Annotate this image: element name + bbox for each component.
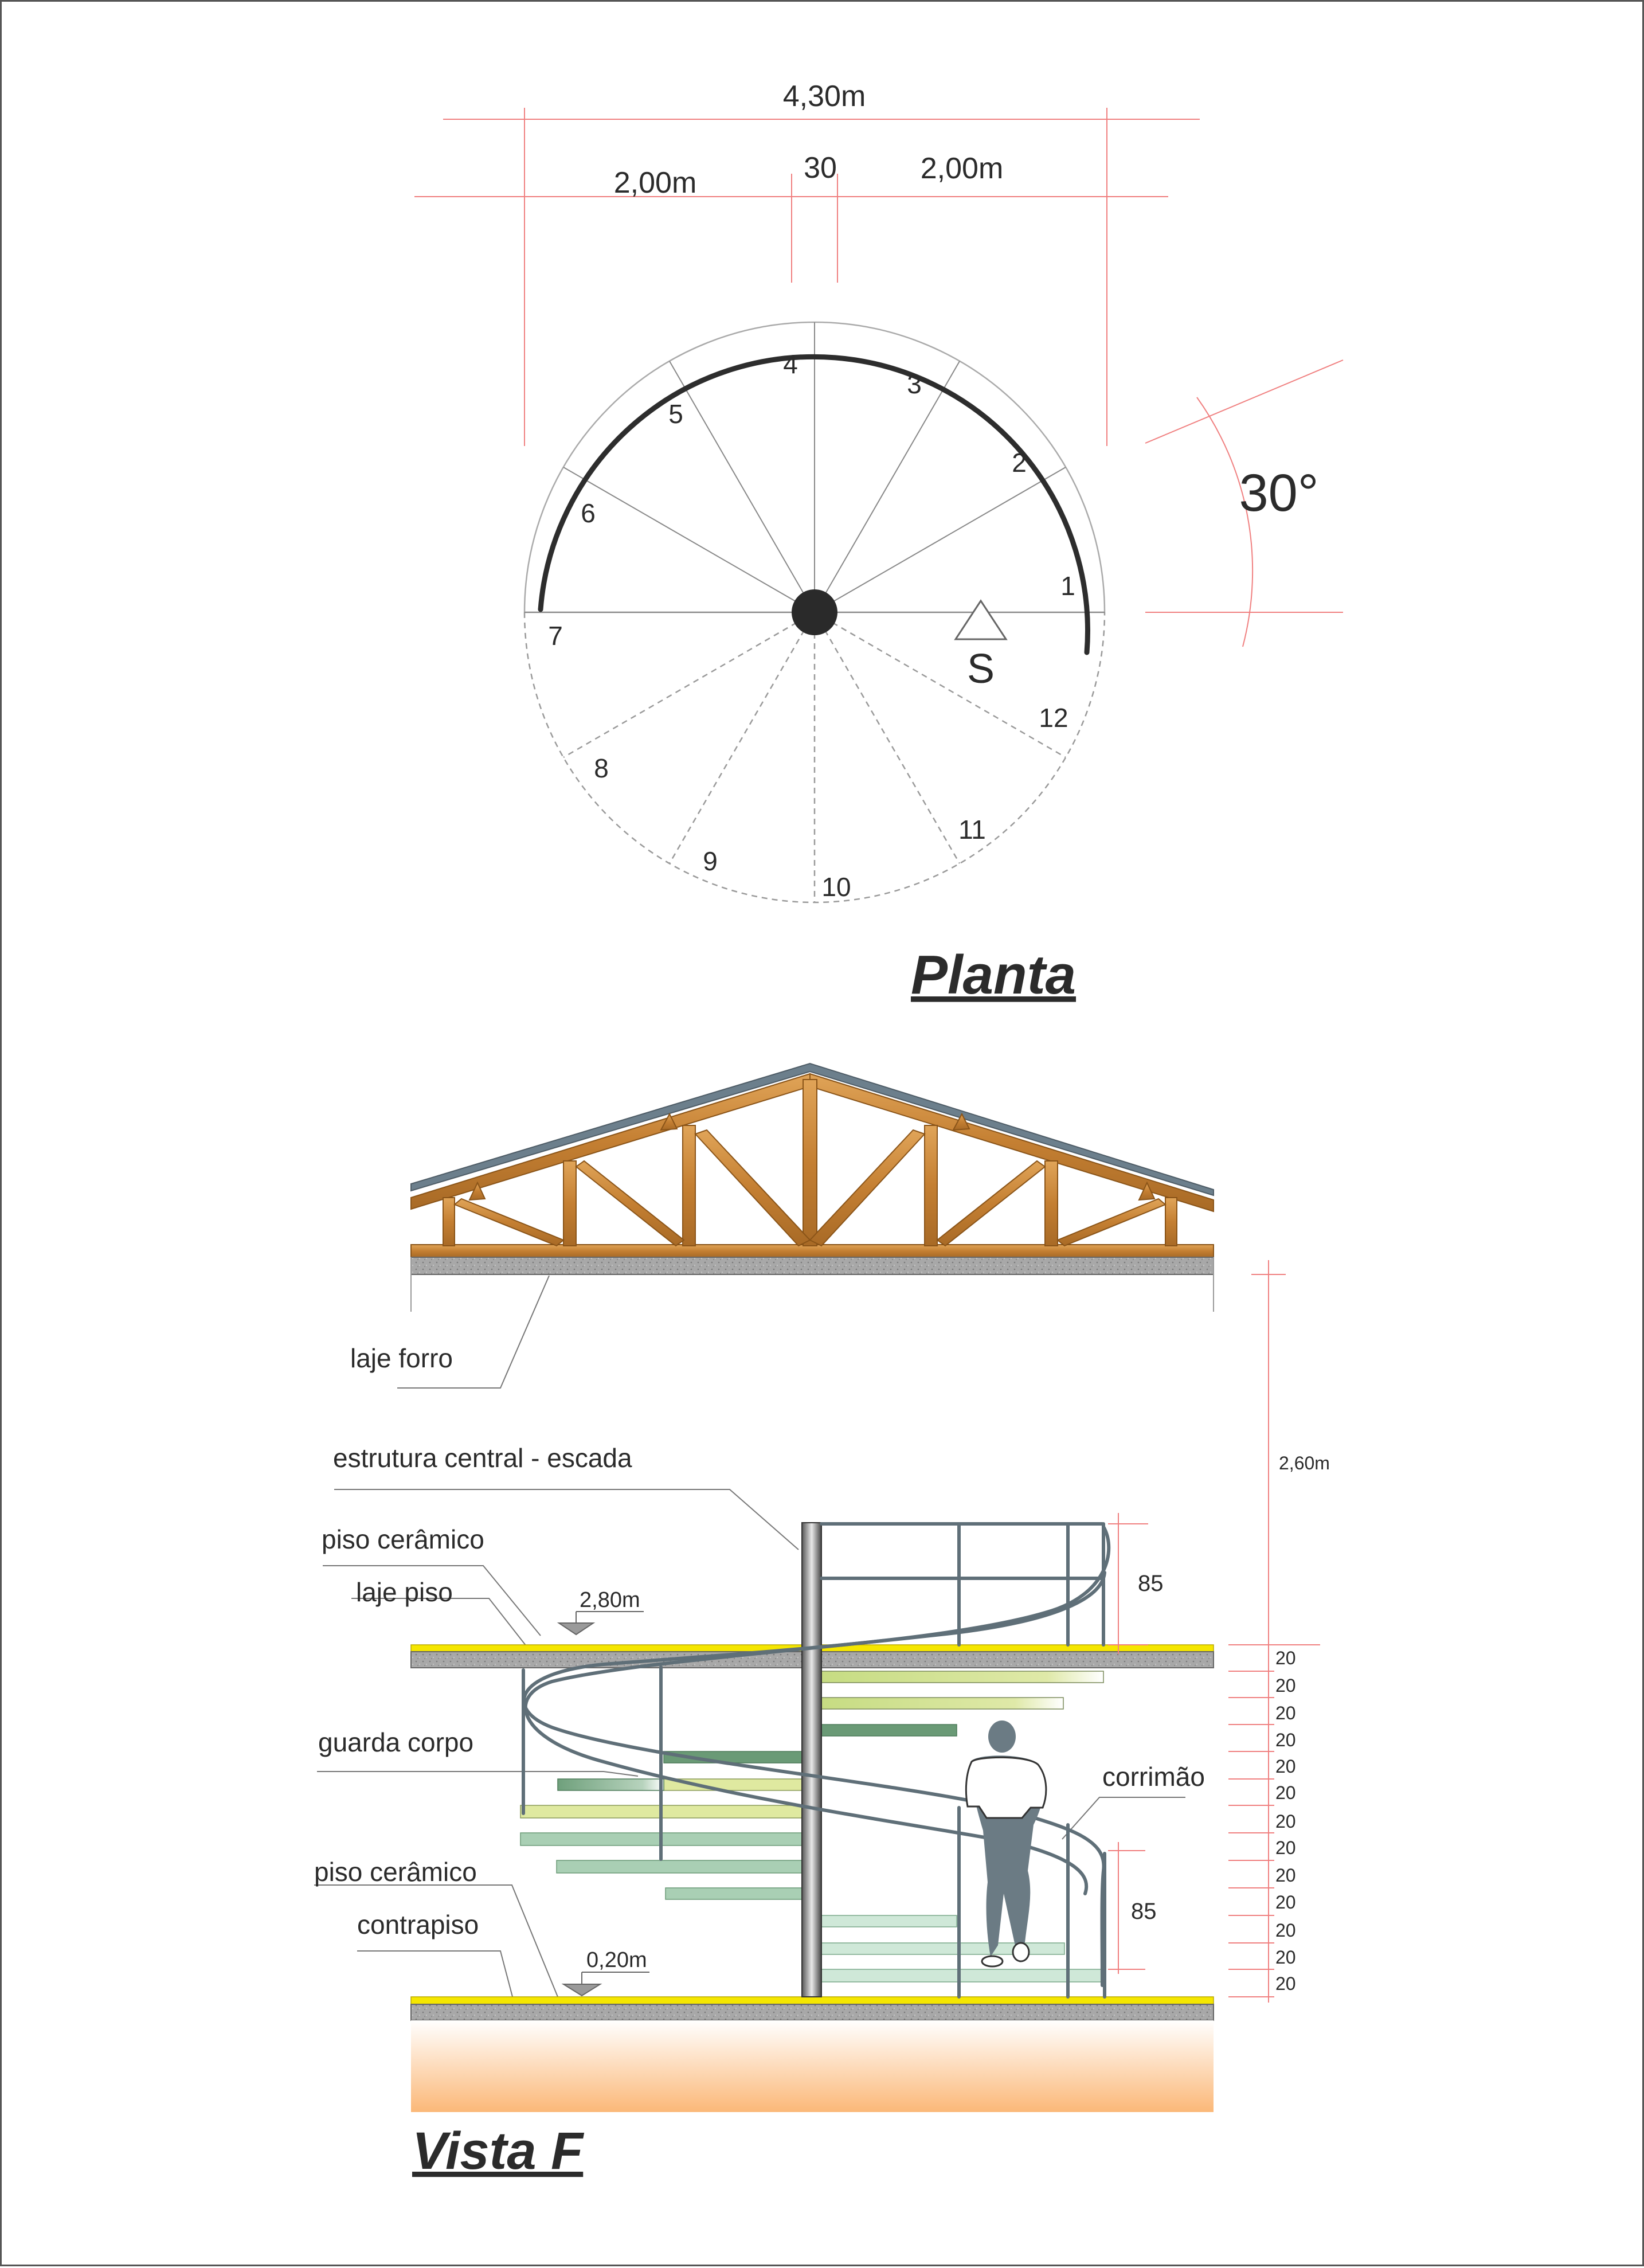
ceiling-slab: [411, 1257, 1214, 1274]
riser-height: 20: [1275, 1811, 1296, 1832]
plan-total-width: 4,30m: [782, 80, 866, 113]
step-number: 1: [1060, 571, 1075, 601]
plan-step-lines-upper: [563, 322, 1066, 612]
central-pole: [802, 1523, 821, 1997]
riser-height: 20: [1275, 1947, 1296, 1968]
riser-height: 20: [1275, 1920, 1296, 1941]
plan-right-width: 2,00m: [920, 152, 1004, 185]
step-number: 12: [1039, 703, 1068, 733]
lower-floor-finish: [411, 1997, 1214, 2004]
plan-dimension-lines: [414, 108, 1343, 647]
step-number: 8: [594, 753, 609, 783]
rail-height-bottom: 85: [1131, 1899, 1157, 1924]
label-contrapiso: contrapiso: [357, 1910, 479, 1939]
label-corrimao: corrimão: [1102, 1762, 1205, 1792]
label-piso-ceramico-bottom: piso cerâmico: [314, 1857, 477, 1887]
elevation-labels: [314, 1343, 1205, 1939]
label-laje-piso: laje piso: [356, 1577, 453, 1607]
plan-view: [414, 80, 1343, 1006]
riser-height: 20: [1275, 1782, 1296, 1803]
step-number: 10: [821, 872, 851, 902]
level-marker-bottom: [563, 1948, 649, 1996]
roof-truss: [411, 1063, 1214, 1312]
plan-left-width: 2,00m: [613, 166, 697, 200]
step-number: 2: [1012, 448, 1027, 478]
riser-height: 20: [1275, 1892, 1296, 1913]
label-laje-forro: laje forro: [350, 1343, 453, 1373]
drawing-canvas: [2, 2, 1644, 2268]
step-number: 9: [703, 846, 718, 876]
person-figure: [966, 1720, 1046, 1966]
riser-ticks: [1228, 1671, 1274, 1997]
riser-height: 20: [1275, 1675, 1296, 1696]
riser-height: 20: [1275, 1648, 1296, 1668]
ground: [411, 2020, 1214, 2112]
rail-height-top: 85: [1138, 1571, 1164, 1596]
riser-height: 20: [1275, 1865, 1296, 1886]
elevation-title: Vista F: [412, 2122, 584, 2180]
level-marker-top: [559, 1588, 644, 1634]
rail-dimensions: [1108, 1513, 1164, 1974]
step-number: 11: [958, 815, 986, 844]
truss-members: [411, 1074, 1214, 1257]
direction-label: S: [966, 646, 995, 692]
riser-height: 20: [1275, 1703, 1296, 1723]
step-number: 6: [581, 498, 596, 528]
riser-height: 20: [1275, 1837, 1296, 1858]
step-number: 7: [548, 621, 563, 651]
step-number: 3: [907, 369, 922, 399]
riser-height: 20: [1275, 1973, 1296, 1994]
height-total-label: 2,60m: [1279, 1453, 1330, 1473]
level-bottom-label: 0,20m: [586, 1948, 647, 1972]
contrapiso-slab: [411, 2004, 1214, 2020]
riser-height: 20: [1275, 1730, 1296, 1750]
overall-height-dimension: [1228, 1260, 1330, 2003]
label-piso-ceramico-top: piso cerâmico: [322, 1524, 484, 1554]
plan-center-width: 30: [804, 151, 837, 185]
plan-angle-label: 30°: [1239, 464, 1319, 522]
riser-height: 20: [1275, 1756, 1296, 1777]
label-guarda-corpo: guarda corpo: [318, 1727, 474, 1757]
elevation-view: [314, 1063, 1330, 2180]
label-estrutura-central: estrutura central - escada: [333, 1443, 632, 1473]
central-column: [792, 589, 837, 635]
step-number: 5: [668, 399, 683, 429]
step-number: 4: [783, 349, 798, 379]
plan-title: Planta: [910, 944, 1077, 1006]
riser-height-labels: [1275, 1648, 1296, 1994]
direction-arrow-icon: [956, 601, 1006, 639]
level-top-label: 2,80m: [580, 1588, 640, 1612]
